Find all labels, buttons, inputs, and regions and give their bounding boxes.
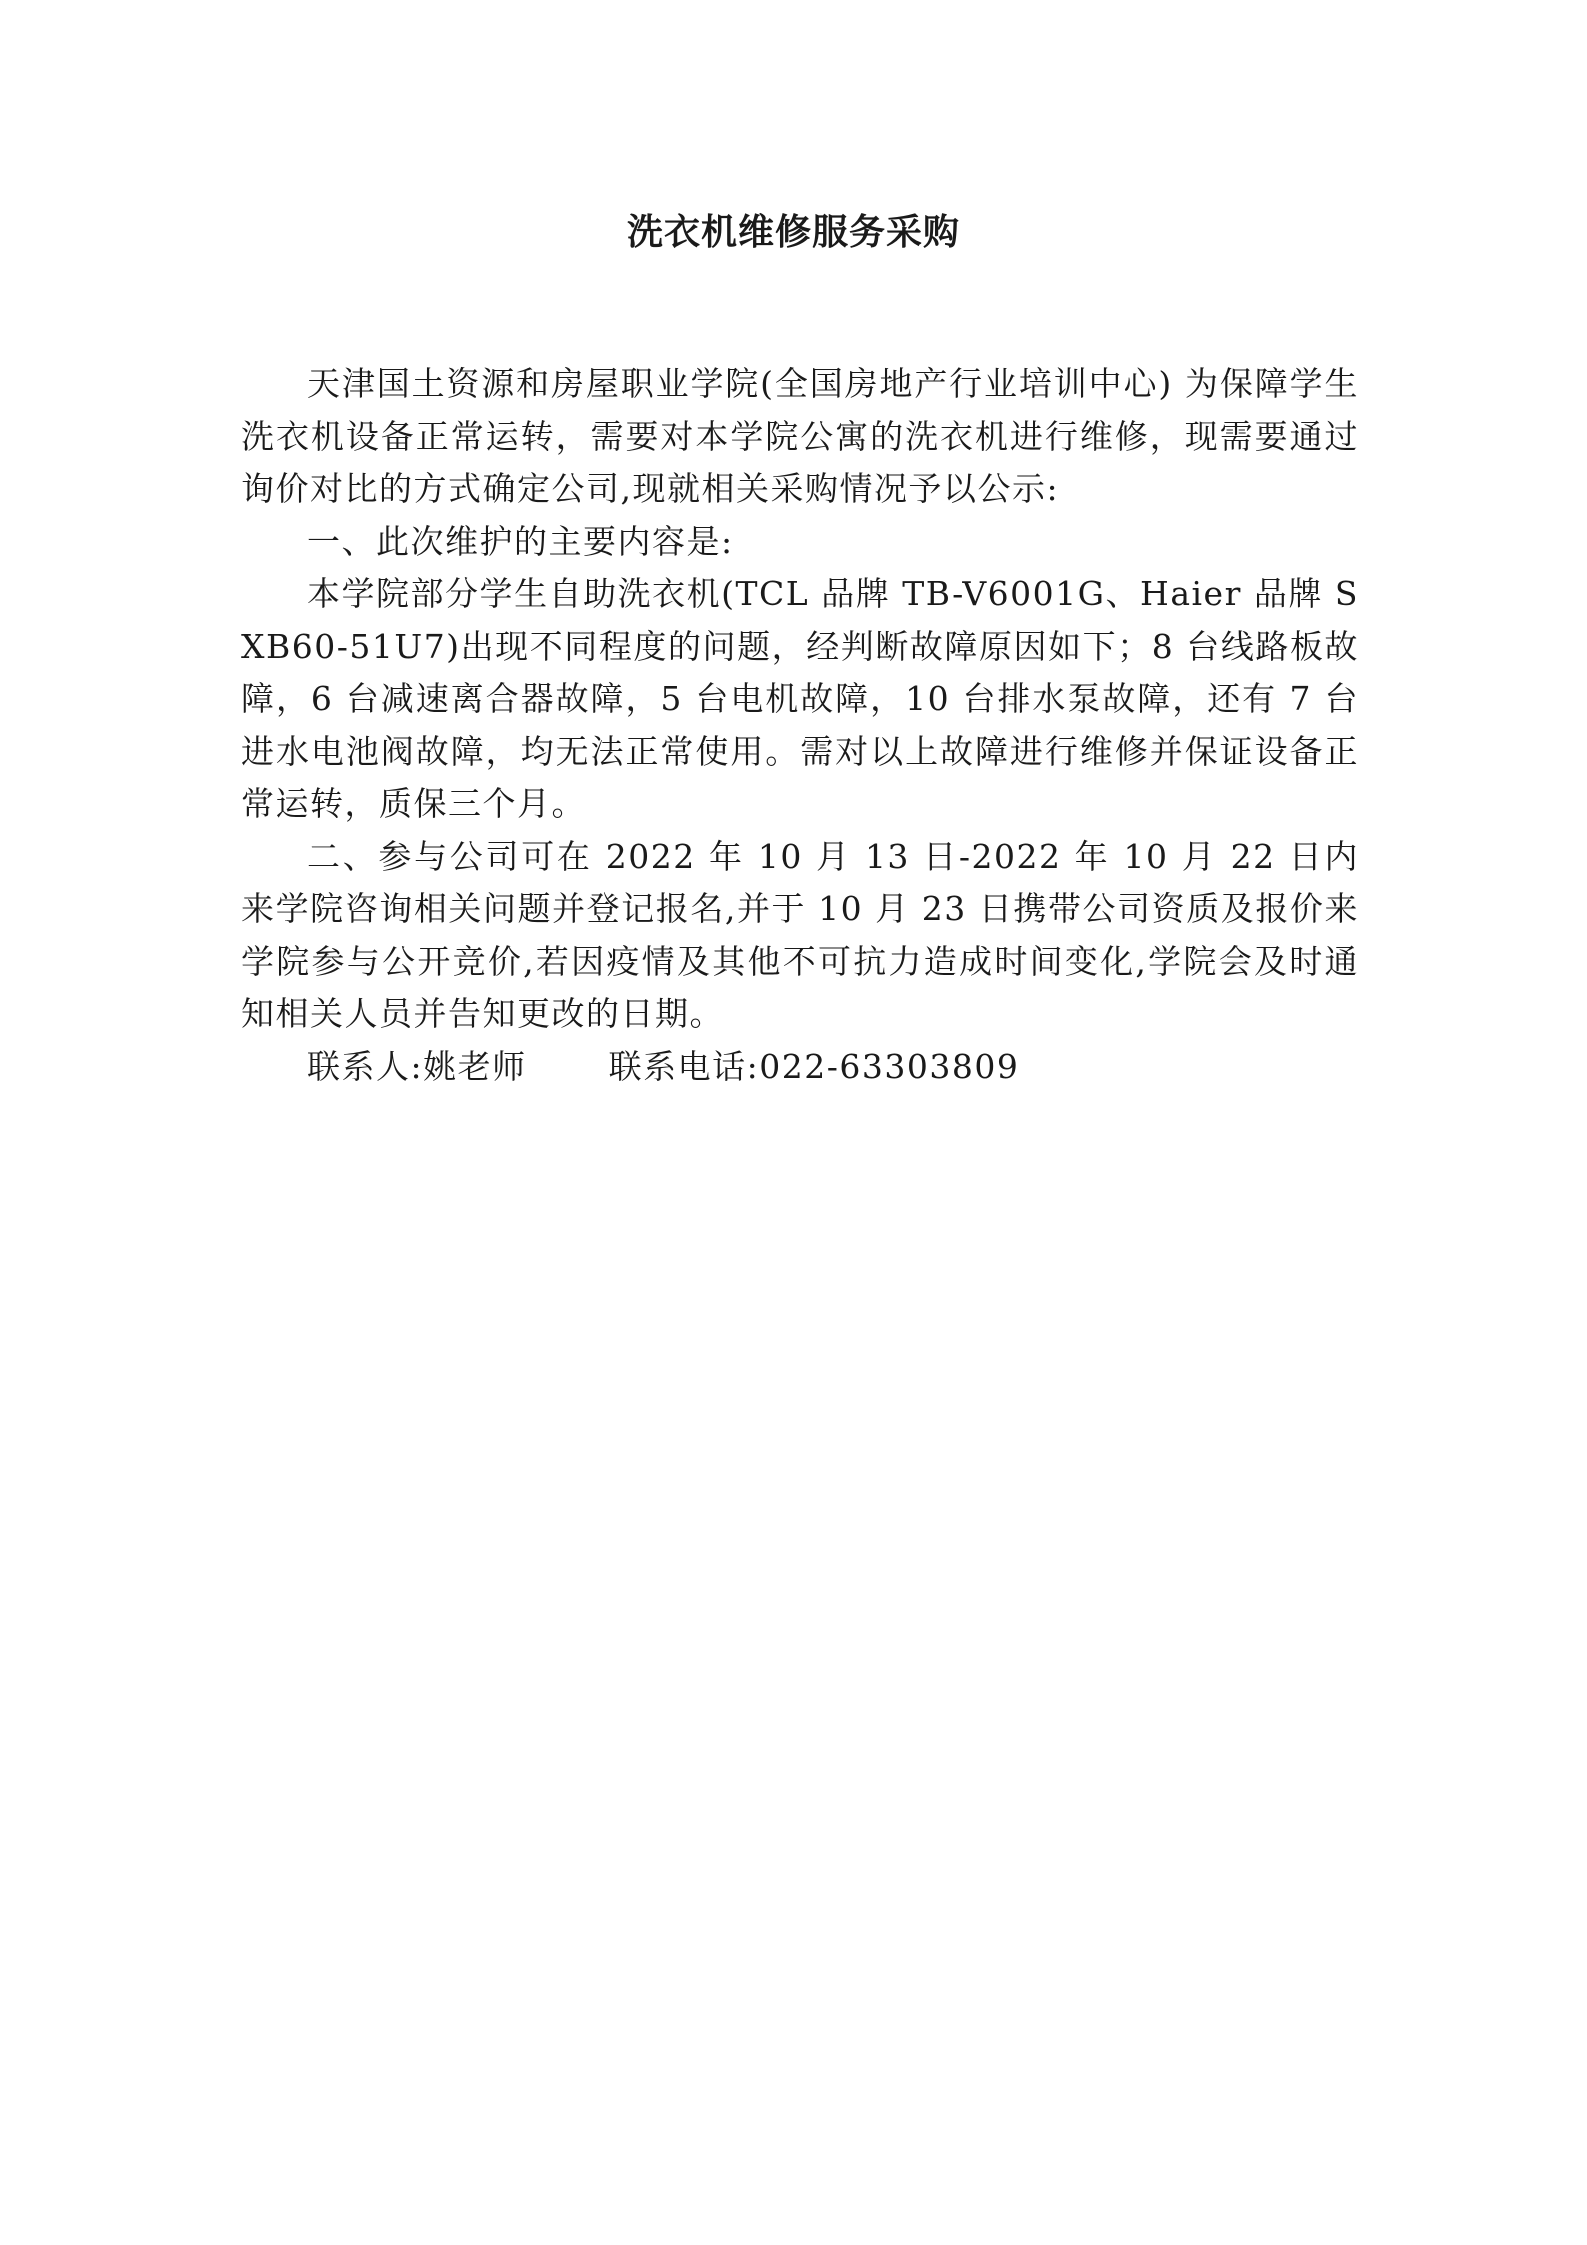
intro-paragraph: 天津国土资源和房屋职业学院(全国房地产行业培训中心) 为保障学生洗衣机设备正常运转，需要对本学院公寓的洗衣机进行维修，现需要通过询价对比的方式确定公司,现就相关采购情况予以公示: [241, 364, 1359, 508]
maintenance-details-paragraph: 本学院部分学生自助洗衣机(TCL 品牌 TB-V6001G、Haier 品牌 SXB60-51U7)出现不同程度的问题，经判断故障原因如下；8 台线路板故障，6 台减速离合器故障，5 台电机故障，10 台排水泵故障，还有 7 台进水电池阀故障，均无法正常使用。需对以上故障进行维修并保证设备正常运转，质保三个月。 [241, 574, 1359, 823]
section-one-heading: 一、此次维护的主要内容是: [307, 521, 734, 561]
contact-phone: 联系电话:022-63303809 [608, 1046, 1020, 1086]
contact-person: 联系人:姚老师 [307, 1046, 527, 1086]
document-body [241, 358, 1359, 1093]
contact-line [241, 1041, 1359, 1094]
section-two-paragraph: 二、参与公司可在 2022 年 10 月 13 日-2022 年 10 月 22 日内来学院咨询相关问题并登记报名,并于 10 月 23 日携带公司资质及报价来学院参与公开竞价,若因疫情及其他不可抗力造成时间变化,学院会及时通知相关人员并告知更改的日期。 [241, 836, 1359, 1033]
document-title: 洗衣机维修服务采购 [626, 212, 960, 253]
